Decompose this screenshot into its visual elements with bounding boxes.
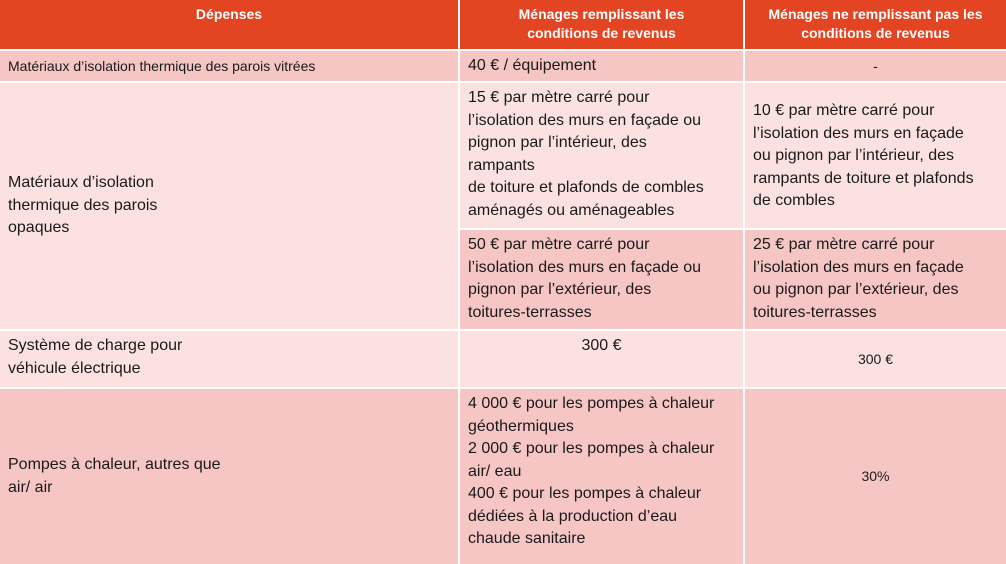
header-menages-non-eligibles bbox=[745, 0, 1006, 51]
row-vitrees-eligible bbox=[460, 51, 745, 83]
row-opaques-depense bbox=[0, 83, 460, 331]
header-menages-non-eligibles-label: Ménages ne remplissant pas les conditions de revenus bbox=[768, 6, 983, 41]
row-pac-depense bbox=[0, 389, 460, 564]
row-pac-eligible-value: 4 000 € pour les pompes à chaleur géothermiques 2 000 € pour les pompes à chaleur air/ eau 400 € pour les pompes à chaleur dédiées à la production d’eau chaude sanitaire bbox=[468, 395, 715, 547]
row-opaques-interieur-non-eligible bbox=[745, 83, 1006, 230]
header-depenses-label: Dépenses bbox=[195, 6, 263, 22]
row-recharge-depense-label: Système de charge pour véhicule électrique bbox=[8, 337, 183, 377]
header-menages-eligibles bbox=[460, 0, 745, 51]
row-vitrees-non-eligible bbox=[745, 51, 1006, 83]
row-pac-non-eligible bbox=[745, 389, 1006, 564]
row-opaques-exterieur-eligible bbox=[460, 230, 745, 331]
row-opaques-interieur-non-eligible-value: 10 € par mètre carré pour l’isolation des murs en façade ou pignon par l’intérieur, des rampants de toiture et plafonds de combles bbox=[753, 102, 974, 209]
row-opaques-interieur-eligible bbox=[460, 83, 745, 230]
header-depenses bbox=[0, 0, 460, 51]
row-opaques-exterieur-non-eligible-value: 25 € par mètre carré pour l’isolation des murs en façade ou pignon par l’extérieur, des toitures-terrasses bbox=[753, 236, 964, 321]
row-opaques-interieur-eligible-value: 15 € par mètre carré pour l’isolation des murs en façade ou pignon par l’intérieur, des rampants de toiture et plafonds de combles aménagés ou aménageables bbox=[468, 89, 704, 219]
row-opaques-depense-label: Matériaux d’isolation thermique des parois opaques bbox=[8, 174, 158, 237]
row-vitrees-depense bbox=[0, 51, 460, 83]
row-opaques-exterieur-non-eligible bbox=[745, 230, 1006, 331]
row-pac-non-eligible-value: 30% bbox=[861, 468, 890, 485]
row-recharge-depense bbox=[0, 331, 460, 389]
row-recharge-non-eligible bbox=[745, 331, 1006, 389]
row-recharge-eligible bbox=[460, 331, 745, 389]
row-vitrees-non-eligible-value: - bbox=[873, 57, 878, 74]
row-recharge-non-eligible-value: 300 € bbox=[857, 350, 894, 367]
row-opaques-exterieur-eligible-value: 50 € par mètre carré pour l’isolation des murs en façade ou pignon par l’extérieur, des toitures-terrasses bbox=[468, 236, 702, 321]
row-pac-eligible bbox=[460, 389, 745, 564]
row-vitrees-depense-label: Matériaux d’isolation thermique des parois vitrées bbox=[8, 57, 316, 74]
row-recharge-eligible-value: 300 € bbox=[581, 337, 622, 354]
row-vitrees-eligible-value: 40 € / équipement bbox=[468, 56, 597, 74]
header-menages-eligibles-label: Ménages remplissant les conditions de revenus bbox=[518, 6, 685, 41]
row-pac-depense-label: Pompes à chaleur, autres que air/ air bbox=[8, 456, 221, 496]
